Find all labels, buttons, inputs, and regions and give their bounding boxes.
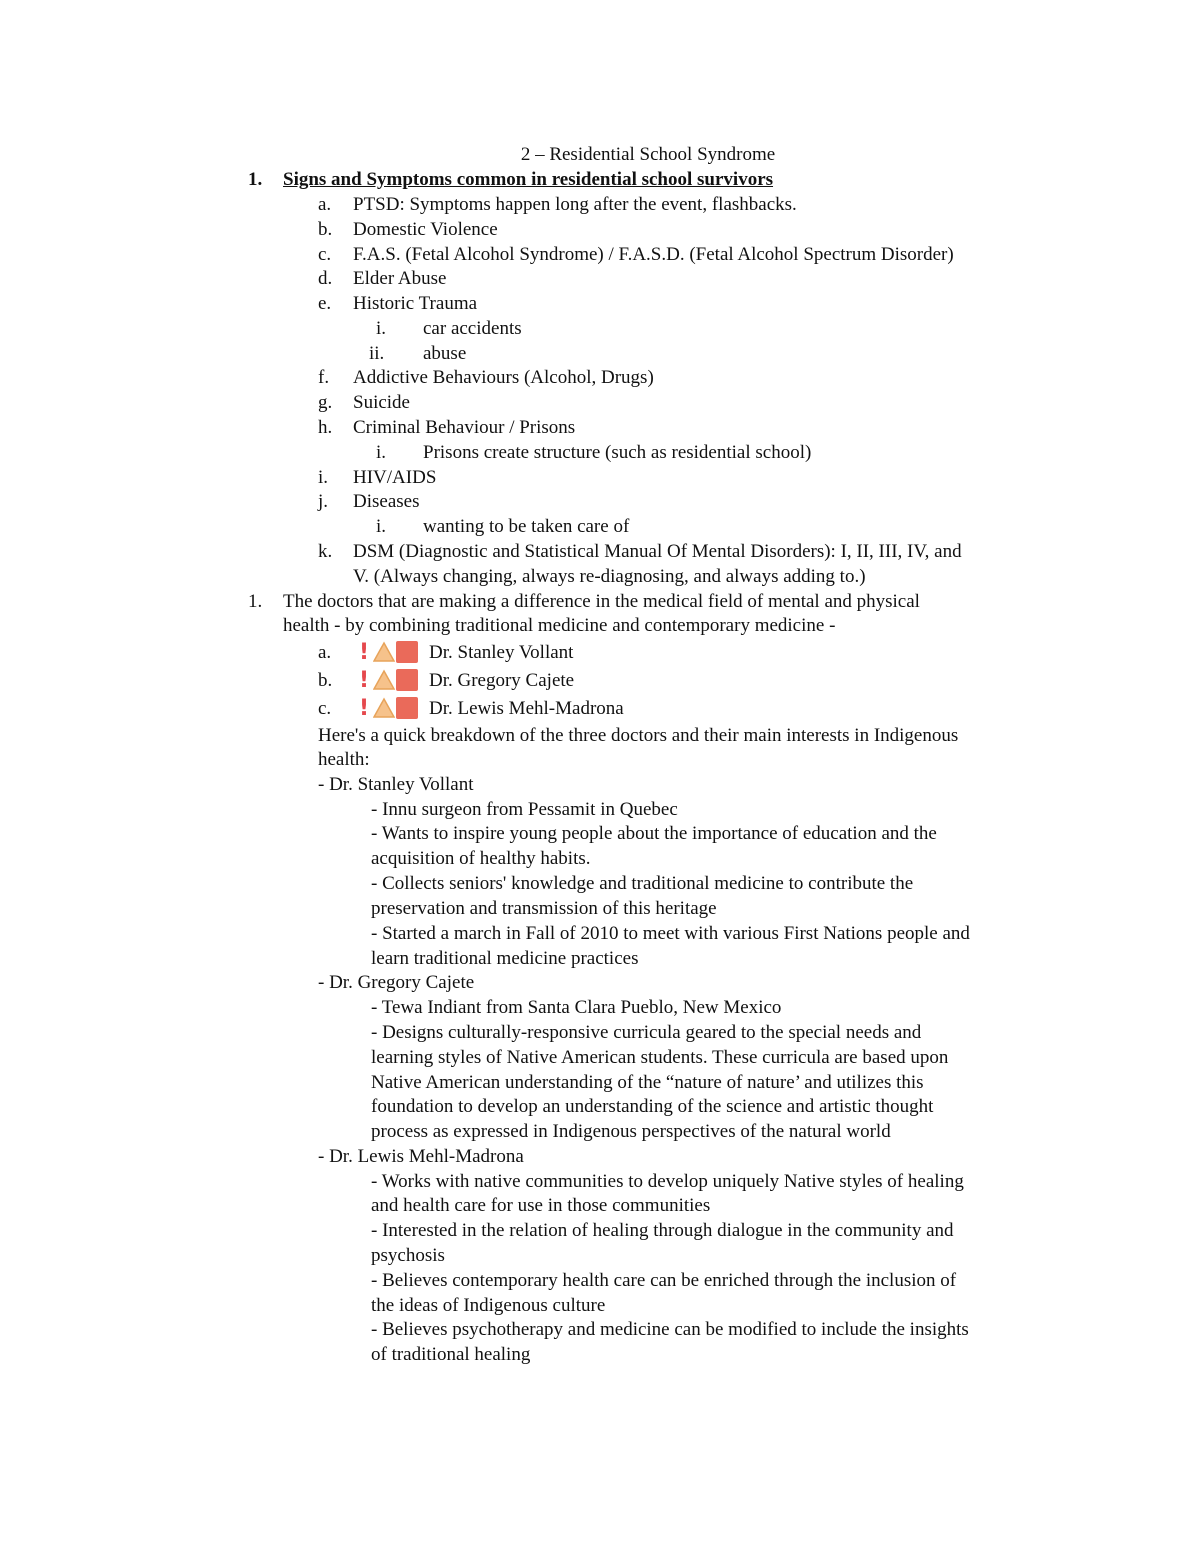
doctor-detail: - Designs culturally-responsive curricula geared to the special needs and (371, 1022, 922, 1043)
list-marker: c. (318, 698, 332, 719)
list-marker: g. (318, 392, 333, 413)
list-item: PTSD: Symptoms happen long after the event, flashbacks. (353, 194, 797, 215)
sublist-item: car accidents (423, 318, 522, 339)
list-item: Historic Trauma (353, 293, 478, 314)
sublist-item: abuse (423, 343, 467, 364)
doctor-detail: - Believes contemporary health care can be enriched through the inclusion of (371, 1270, 957, 1291)
doctor-detail: the ideas of Indigenous culture (371, 1295, 606, 1316)
doctor-detail: - Works with native communities to develop uniquely Native styles of healing (371, 1171, 964, 1192)
doctor-detail: - Innu surgeon from Pessamit in Quebec (371, 799, 678, 820)
warning-triangle-icon (373, 697, 395, 719)
doctor-detail: psychosis (371, 1245, 445, 1266)
list-marker: a. (318, 642, 332, 663)
doctor-detail: - Believes psychotherapy and medicine can be modified to include the insights (371, 1319, 969, 1340)
sublist-marker: i. (376, 442, 387, 463)
list-item: Addictive Behaviours (Alcohol, Drugs) (353, 367, 654, 388)
doctor-detail: learn traditional medicine practices (371, 948, 639, 969)
exclamation-icon: ! (358, 639, 370, 665)
list-item: Suicide (353, 392, 410, 413)
intro-text: health: (318, 749, 370, 770)
doctor-detail: Native American understanding of the “nature of nature’ and utilizes this (371, 1072, 924, 1093)
sublist-item: wanting to be taken care of (423, 516, 630, 537)
section-heading: Signs and Symptoms common in residential school survivors (283, 169, 774, 190)
doctor-detail: learning styles of Native American students. These curricula are based upon (371, 1047, 949, 1068)
red-square-icon (396, 641, 418, 663)
doctor-detail: - Interested in the relation of healing through dialogue in the community and (371, 1220, 954, 1241)
warning-triangle-icon (373, 641, 395, 663)
doctor-name: Dr. Gregory Cajete (429, 670, 575, 691)
doctor-name: Dr. Lewis Mehl-Madrona (429, 698, 624, 719)
doctor-icon-group (357, 696, 418, 720)
list-marker: b. (318, 670, 333, 691)
doctor-detail: acquisition of healthy habits. (371, 848, 591, 869)
doctor-name: Dr. Stanley Vollant (429, 642, 574, 663)
list-item-continuation: V. (Always changing, always re-diagnosing, and always adding to.) (353, 566, 866, 587)
list-item: DSM (Diagnostic and Statistical Manual Of Mental Disorders): I, II, III, IV, and (353, 541, 962, 562)
doctor-detail: preservation and transmission of this heritage (371, 898, 717, 919)
list-marker: b. (318, 219, 333, 240)
list-marker: h. (318, 417, 333, 438)
sublist-item: Prisons create structure (such as residential school) (423, 442, 812, 463)
list-marker: f. (318, 367, 330, 388)
section-text: The doctors that are making a difference in the medical field of mental and physical (283, 591, 920, 612)
list-item: Criminal Behaviour / Prisons (353, 417, 576, 438)
section-number: 1. (248, 591, 263, 612)
doctor-detail: - Started a march in Fall of 2010 to meet with various First Nations people and (371, 923, 970, 944)
section-number: 1. (248, 169, 263, 190)
list-marker: i. (318, 467, 329, 488)
exclamation-icon: ! (358, 667, 370, 693)
list-item: F.A.S. (Fetal Alcohol Syndrome) / F.A.S.D. (Fetal Alcohol Spectrum Disorder) (353, 244, 954, 265)
doctor-detail: - Wants to inspire young people about the importance of education and the (371, 823, 937, 844)
doctor-detail: foundation to develop an understanding of the science and artistic thought (371, 1096, 934, 1117)
list-item: Elder Abuse (353, 268, 447, 289)
doctor-detail: - Tewa Indiant from Santa Clara Pueblo, New Mexico (371, 997, 782, 1018)
exclamation-icon: ! (358, 695, 370, 721)
list-item: Domestic Violence (353, 219, 498, 240)
list-marker: d. (318, 268, 333, 289)
sublist-marker: i. (376, 516, 387, 537)
sublist-marker: i. (376, 318, 387, 339)
warning-triangle-icon (373, 669, 395, 691)
doctor-icon-group (357, 668, 418, 692)
doctor-icon-group (357, 640, 418, 664)
red-square-icon (396, 697, 418, 719)
doctor-heading: - Dr. Lewis Mehl-Madrona (318, 1146, 524, 1167)
list-item: Diseases (353, 491, 420, 512)
list-marker: j. (318, 491, 329, 512)
doctor-heading: - Dr. Gregory Cajete (318, 972, 475, 993)
doctor-detail: and health care for use in those communities (371, 1195, 711, 1216)
intro-text: Here's a quick breakdown of the three doctors and their main interests in Indigenous (318, 725, 959, 746)
doctor-detail: of traditional healing (371, 1344, 531, 1365)
doctor-heading: - Dr. Stanley Vollant (318, 774, 474, 795)
section-text: health - by combining traditional medicine and contemporary medicine - (283, 615, 836, 636)
list-item: HIV/AIDS (353, 467, 437, 488)
list-marker: c. (318, 244, 332, 265)
list-marker: k. (318, 541, 333, 562)
list-marker: e. (318, 293, 332, 314)
red-square-icon (396, 669, 418, 691)
sublist-marker: ii. (369, 343, 385, 364)
list-marker: a. (318, 194, 332, 215)
doctor-detail: - Collects seniors' knowledge and traditional medicine to contribute the (371, 873, 914, 894)
doctor-detail: process as expressed in Indigenous perspectives of the natural world (371, 1121, 891, 1142)
page-title: 2 – Residential School Syndrome (520, 144, 776, 165)
